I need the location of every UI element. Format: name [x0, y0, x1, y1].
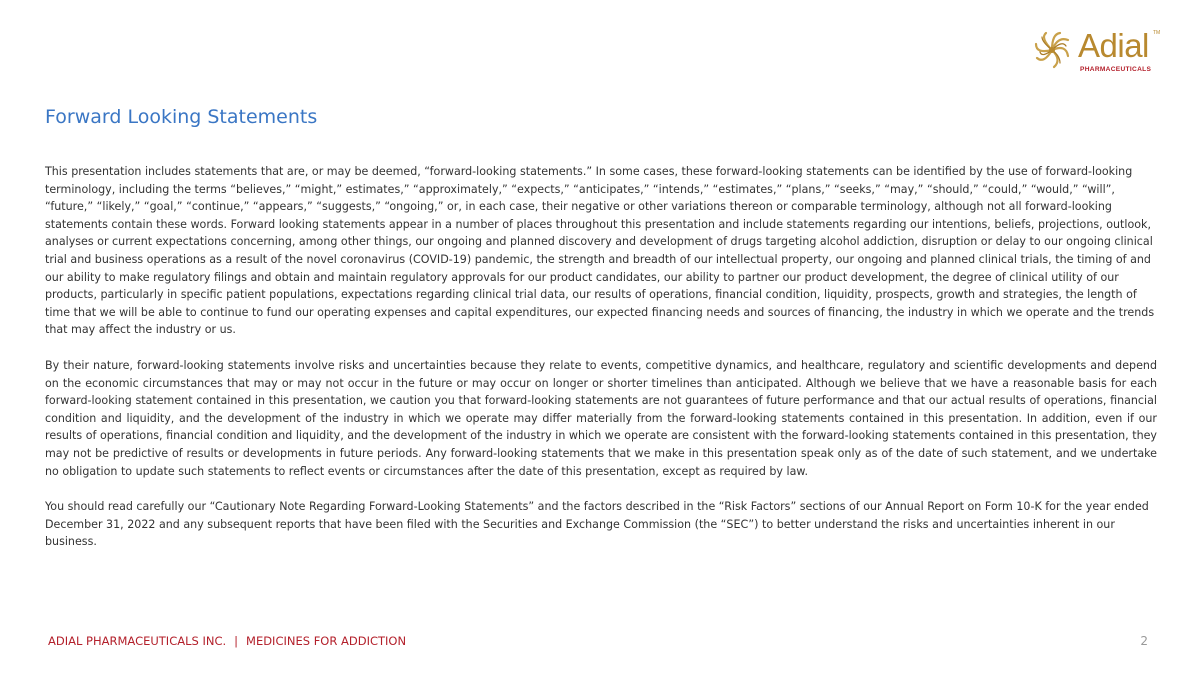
page-title: Forward Looking Statements — [45, 106, 318, 128]
footer-separator: | — [234, 634, 239, 648]
paragraph-1: This presentation includes statements that are, or may be deemed, “forward-looking statements.” In some cases, these forward-looking statements can be identified by the use of forward-looking terminology, including the terms “believes,” “might,” estimates,” “approximately,” “expects,” “anticipates,” “intends,” “estimates,” “plans,” “seeks,” “may,” “should,” “could,” “would,” “will”, “future,” “likely,” “goal,” “continue,” “appears,” “suggests,” “ongoing,” or, in each case, their negative or other variations thereon or comparable terminology, although not all forward-looking statements contain these words. Forward looking statements appear in a number of places throughout this presentation and include statements regarding our intentions, beliefs, projections, outlook, analyses or current expectations concerning, among other things, our ongoing and planned discovery and development of drugs targeting alcohol addiction, disruption or delay to our ongoing clinical trial and business operations as a result of the novel coronavirus (COVID-19) pandemic, the strength and breadth of our intellectual property, our ongoing and planned clinical trials, the timing of and our ability to make regulatory filings and obtain and maintain regulatory approvals for our product candidates, our ability to partner our product development, the degree of clinical utility of our products, particularly in specific patient populations, expectations regarding clinical trial data, our results of operations, financial condition, liquidity, prospects, growth and strategies, the length of time that we will be able to continue to fund our operating expenses and capital expenditures, our expected financing needs and sources of financing, the industry in which we operate and the trends that may affect the industry or us. — [45, 165, 1155, 337]
paragraph-2: By their nature, forward-looking statements involve risks and uncertainties because they relate to events, competitive dynamics, and healthcare, regulatory and scientific developments and depend on the economic circumstances that may or may not occur in the future or may occur on longer or shorter timelines than anticipated. Although we believe that we have a reasonable basis for each forward-looking statement contained in this presentation, we caution you that forward-looking statements are not guarantees of future performance and that our actual results of operations, financial condition and liquidity, and the development of the industry in which we operate may differ materially from the forward-looking statements contained in this presentation. In addition, even if our results of operations, financial condition and liquidity, and the development of the industry in which we operate are consistent with the forward-looking statements contained in this presentation, they may not be predictive of results or developments in future periods. Any forward-looking statements that we make in this presentation speak only as of the date of such statement, and we undertake no obligation to update such statements to reflect events or circumstances after the date of this presentation, except as required by law. — [45, 358, 1157, 478]
paragraph-3: You should read carefully our “Cautionary Note Regarding Forward-Looking Statements” and the factors described in the “Risk Factors” sections of our Annual Report on Form 10-K for the year ended December 31, 2022 and any subsequent reports that have been filed with the Securities and Exchange Commission (the “SEC”) to better understand the risks and uncertainties inherent in our business. — [45, 500, 1149, 549]
footer-tagline: MEDICINES FOR ADDICTION — [246, 634, 407, 648]
logo-trademark: TM — [1153, 30, 1161, 36]
footer — [48, 634, 406, 648]
swirl-sun-logo-icon — [1032, 30, 1072, 70]
footer-company: ADIAL PHARMACEUTICALS INC. — [48, 634, 227, 648]
company-logo — [1032, 26, 1164, 82]
body-content — [45, 163, 1157, 569]
logo-wordmark: Adial — [1078, 27, 1149, 64]
logo-subtitle: PHARMACEUTICALS — [1080, 66, 1152, 73]
page-number: 2 — [1140, 634, 1148, 648]
